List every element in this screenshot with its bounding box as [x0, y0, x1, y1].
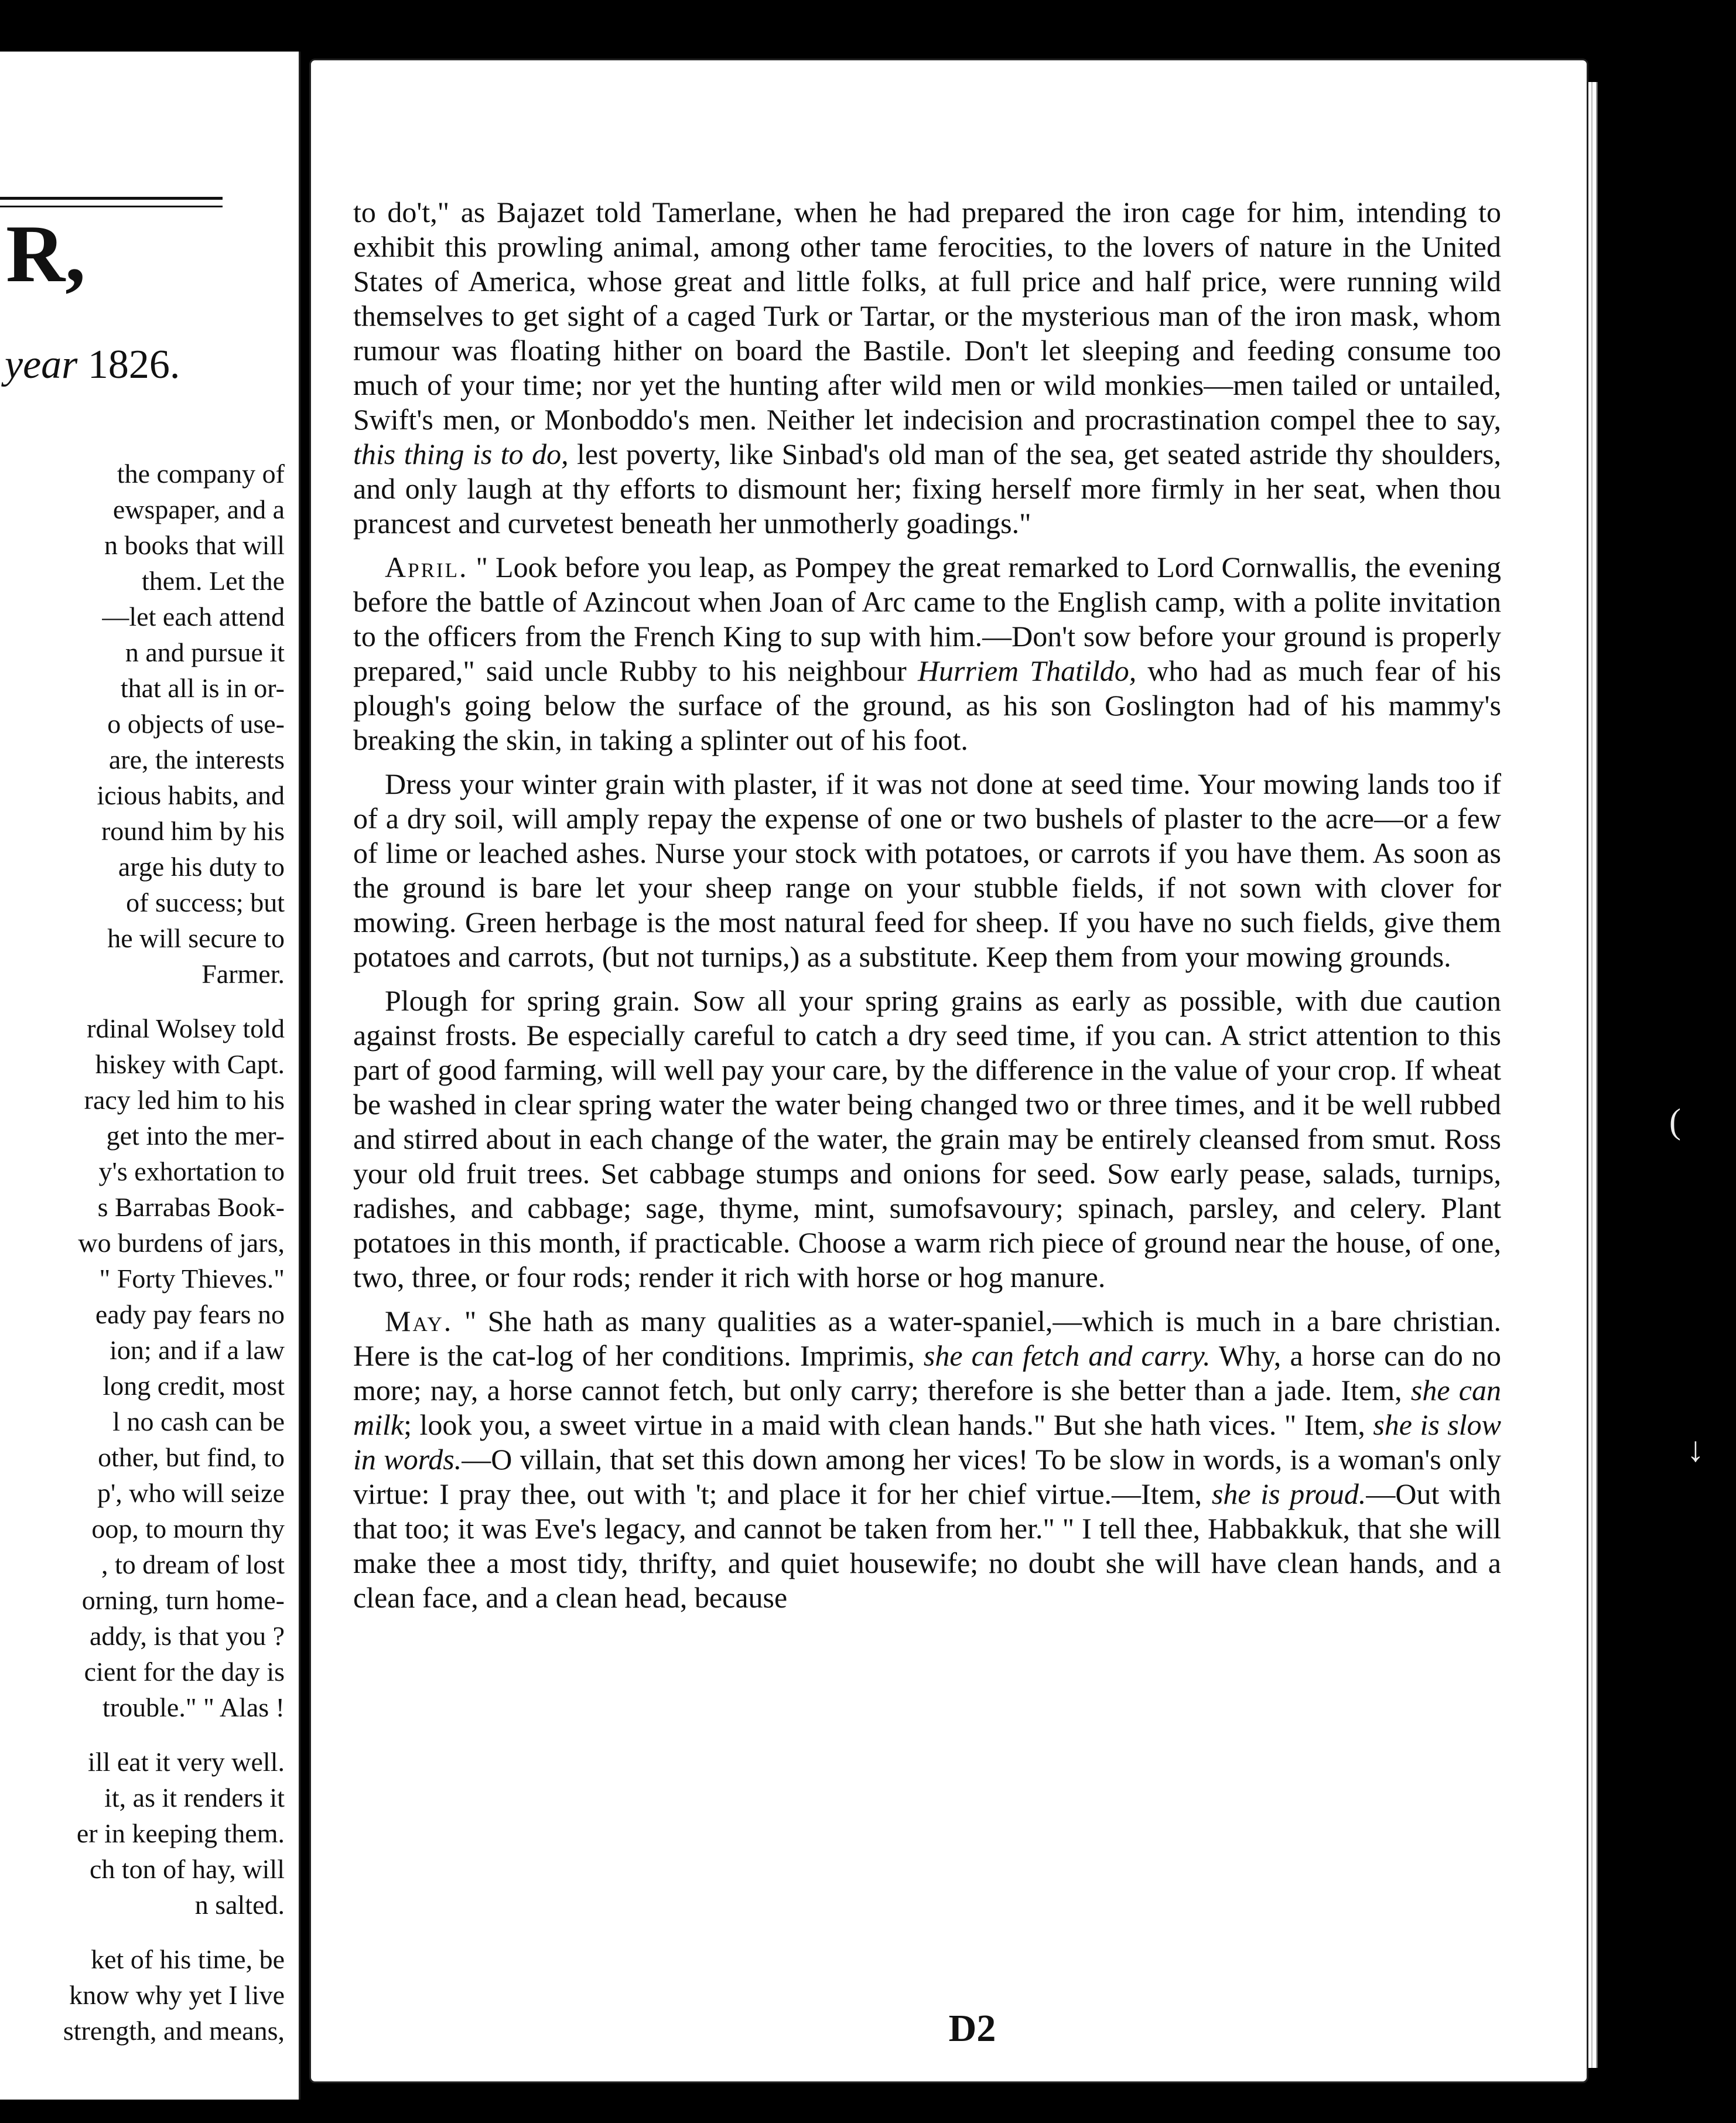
paragraph-dress-grain: Dress your winter grain with plaster, if it was not done at seed time. Your mowing lands too if of a dry soil, will amply repay the expense of one or two bushels of plaster to the acre—or a few of lime or leached ashes. Nurse your stock with potatoes, or carrots if you have them. As soon as the ground is bare let your sheep range on your stubble fields, if not sown with clover for mowing. Green herbage is the most natural feed for sheep. If you have no such fields, give them potatoes and carrots, (but not turnips,) as a substitute. Keep them from your mowing grounds. [353, 767, 1501, 973]
left-text-line: oop, to mourn thy [91, 1514, 285, 1544]
right-page [309, 59, 1588, 2083]
left-text-line: them. Let the [142, 566, 285, 596]
year-label: year [5, 342, 78, 387]
left-text-line: ill eat it very well. [88, 1747, 285, 1777]
left-text-line: —let each attend [102, 602, 285, 632]
left-text-line: ewspaper, and a [112, 494, 285, 524]
left-text-line: eady pay fears no [95, 1299, 285, 1329]
right-column-text [353, 195, 1501, 1624]
left-text-line: n salted. [194, 1890, 285, 1920]
left-text-line: ch ton of hay, will [89, 1854, 285, 1884]
scan-artifact: ↓ [1687, 1430, 1704, 1469]
left-text-line: n and pursue it [125, 637, 285, 667]
left-text-line: cient for the day is [84, 1657, 285, 1687]
left-text-line: icious habits, and [97, 780, 285, 810]
left-text-line: y's exhortation to [98, 1156, 285, 1186]
signature-mark: D2 [948, 2007, 996, 2050]
paragraph-gap [0, 992, 299, 1011]
left-text-line: " Forty Thieves." [99, 1264, 285, 1293]
masthead-year [5, 344, 180, 385]
left-text-line: trouble." " Alas ! [102, 1692, 285, 1722]
left-text-line: other, but find, to [98, 1442, 285, 1472]
left-text-line: , to dream of lost [101, 1549, 285, 1579]
left-text-line: hiskey with Capt. [95, 1049, 285, 1079]
left-text-line: l no cash can be [112, 1407, 285, 1436]
left-text-line: he will secure to [107, 923, 285, 953]
paragraph-may: May. " She hath as many qualities as a water-spaniel,—which is much in a bare christian. Here is the cat-log of her conditions. Imprimis, she can fetch and carry. Why, a horse can do no more; nay, a horse cannot fetch, but only carry; therefore is she better than a jade. Item, she can milk; look you, a sweet virtue in a maid with clean hands." But she hath vices. " Item, she is slow in words.—O villain, that set this down among her vices! To be slow in words, is a woman's only virtue: I pray thee, out with 't; and place it for her chief virtue.—Item, she is proud.—Out with that too; it was Eve's legacy, and cannot be taken from her." " I tell thee, Habbakkuk, that she will make thee a most tidy, thrifty, and quiet housewife; no doubt she will have clean hands, and a clean face, and a clean head, because [353, 1305, 1502, 1614]
paragraph-gap [0, 1725, 299, 1744]
left-text-line: get into the mer- [106, 1121, 285, 1151]
paragraph-plough: Plough for spring grain. Sow all your spring grains as early as possible, with due caution against frosts. Be especially careful to catch a dry seed time, if you can. A strict attention to this part of good farming, will well pay your care, by the difference in the value of your crop. If wheat be washed in clear spring water the water being changed two or three times, and it be well rubbed and stirred about in each change of the water, the grain may be entirely cleansed from smut. Ross your old fruit trees. Set cabbage stumps and onions for seed. Sow early pease, salads, turnips, radishes, and cabbage; sage, thyme, mint, sumofsavoury; spinach, parsley, and celery. Plant potatoes in this month, if practicable. Choose a warm rich piece of ground near the house, of one, two, three, or four rods; render it rich with horse or hog manure. [353, 984, 1501, 1293]
left-text-line: arge his duty to [118, 852, 285, 882]
left-text-line: er in keeping them. [76, 1818, 285, 1848]
left-text-line: ket of his time, be [91, 1944, 285, 1974]
left-text-line: ion; and if a law [110, 1335, 285, 1365]
month-heading-april: April. [385, 551, 469, 583]
left-text-line: addy, is that you ? [89, 1621, 285, 1651]
left-text-line: wo burdens of jars, [78, 1228, 285, 1258]
left-text-line: the company of [117, 459, 285, 489]
left-text-line: know why yet I live [69, 1980, 285, 2010]
left-text-line: orning, turn home- [81, 1585, 285, 1615]
left-text-line: n books that will [104, 530, 285, 560]
left-text-line: racy led him to his [84, 1085, 285, 1115]
year-value: 1826. [87, 342, 180, 387]
left-column-text [0, 456, 299, 2049]
left-text-line: o objects of use- [107, 709, 285, 739]
left-text-line: strength, and means, [63, 2016, 285, 2046]
left-page [0, 52, 300, 2100]
left-text-line: long credit, most [102, 1371, 285, 1401]
left-text-line: Farmer. [201, 959, 285, 989]
left-text-line: rdinal Wolsey told [87, 1013, 285, 1043]
masthead-title: R, [6, 209, 86, 299]
paragraph-gap [0, 1923, 299, 1941]
left-text-line: s Barrabas Book- [97, 1192, 285, 1222]
left-text-line: of success; but [126, 888, 285, 917]
month-heading-may: May. [385, 1305, 453, 1337]
left-text-line: are, the interests [108, 745, 285, 774]
scan-artifact: ( [1669, 1102, 1681, 1141]
masthead-rule [0, 197, 223, 207]
left-text-line: round him by his [101, 816, 285, 846]
paragraph-april: April. " Look before you leap, as Pompey the great remarked to Lord Cornwallis, the evening before the battle of Azincout when Joan of Arc came to the English camp, with a polite invitation to the officers from the French King to sup with him.—Don't sow before your ground is properly prepared," said uncle Rubby to his neighbour Hurriem Thatildo, who had as much fear of his plough's going below the surface of the ground, as his son Goslington had of his mammy's breaking the skin, in taking a splinter out of his foot. [353, 551, 1501, 756]
left-text-line: p', who will seize [97, 1478, 285, 1508]
paragraph-march-end: to do't," as Bajazet told Tamerlane, when he had prepared the iron cage for him, intending to exhibit this prowling animal, among other tame ferocities, to the lovers of nature in the United States of America, whose great and little folks, at full price and half price, were running wild themselves to get sight of a caged Turk or Tartar, or the mysterious man of the iron mask, whom rumour was floating hither on board the Bastile. Don't let sleeping and feeding consume too much of your time; nor yet the hunting after wild men or wild monkies—men tailed or untailed, Swift's men, or Monboddo's men. Neither let indecision and procrastination compel thee to say, this thing is to do, lest poverty, like Sinbad's old man of the sea, get seated astride thy shoulders, and only laugh at thy efforts to dismount her; fixing herself more firmly in her seat, when thou prancest and curvetest beneath her unmotherly goadings." [353, 196, 1502, 540]
left-text-line: that all is in or- [120, 673, 285, 703]
left-text-line: it, as it renders it [104, 1783, 285, 1813]
